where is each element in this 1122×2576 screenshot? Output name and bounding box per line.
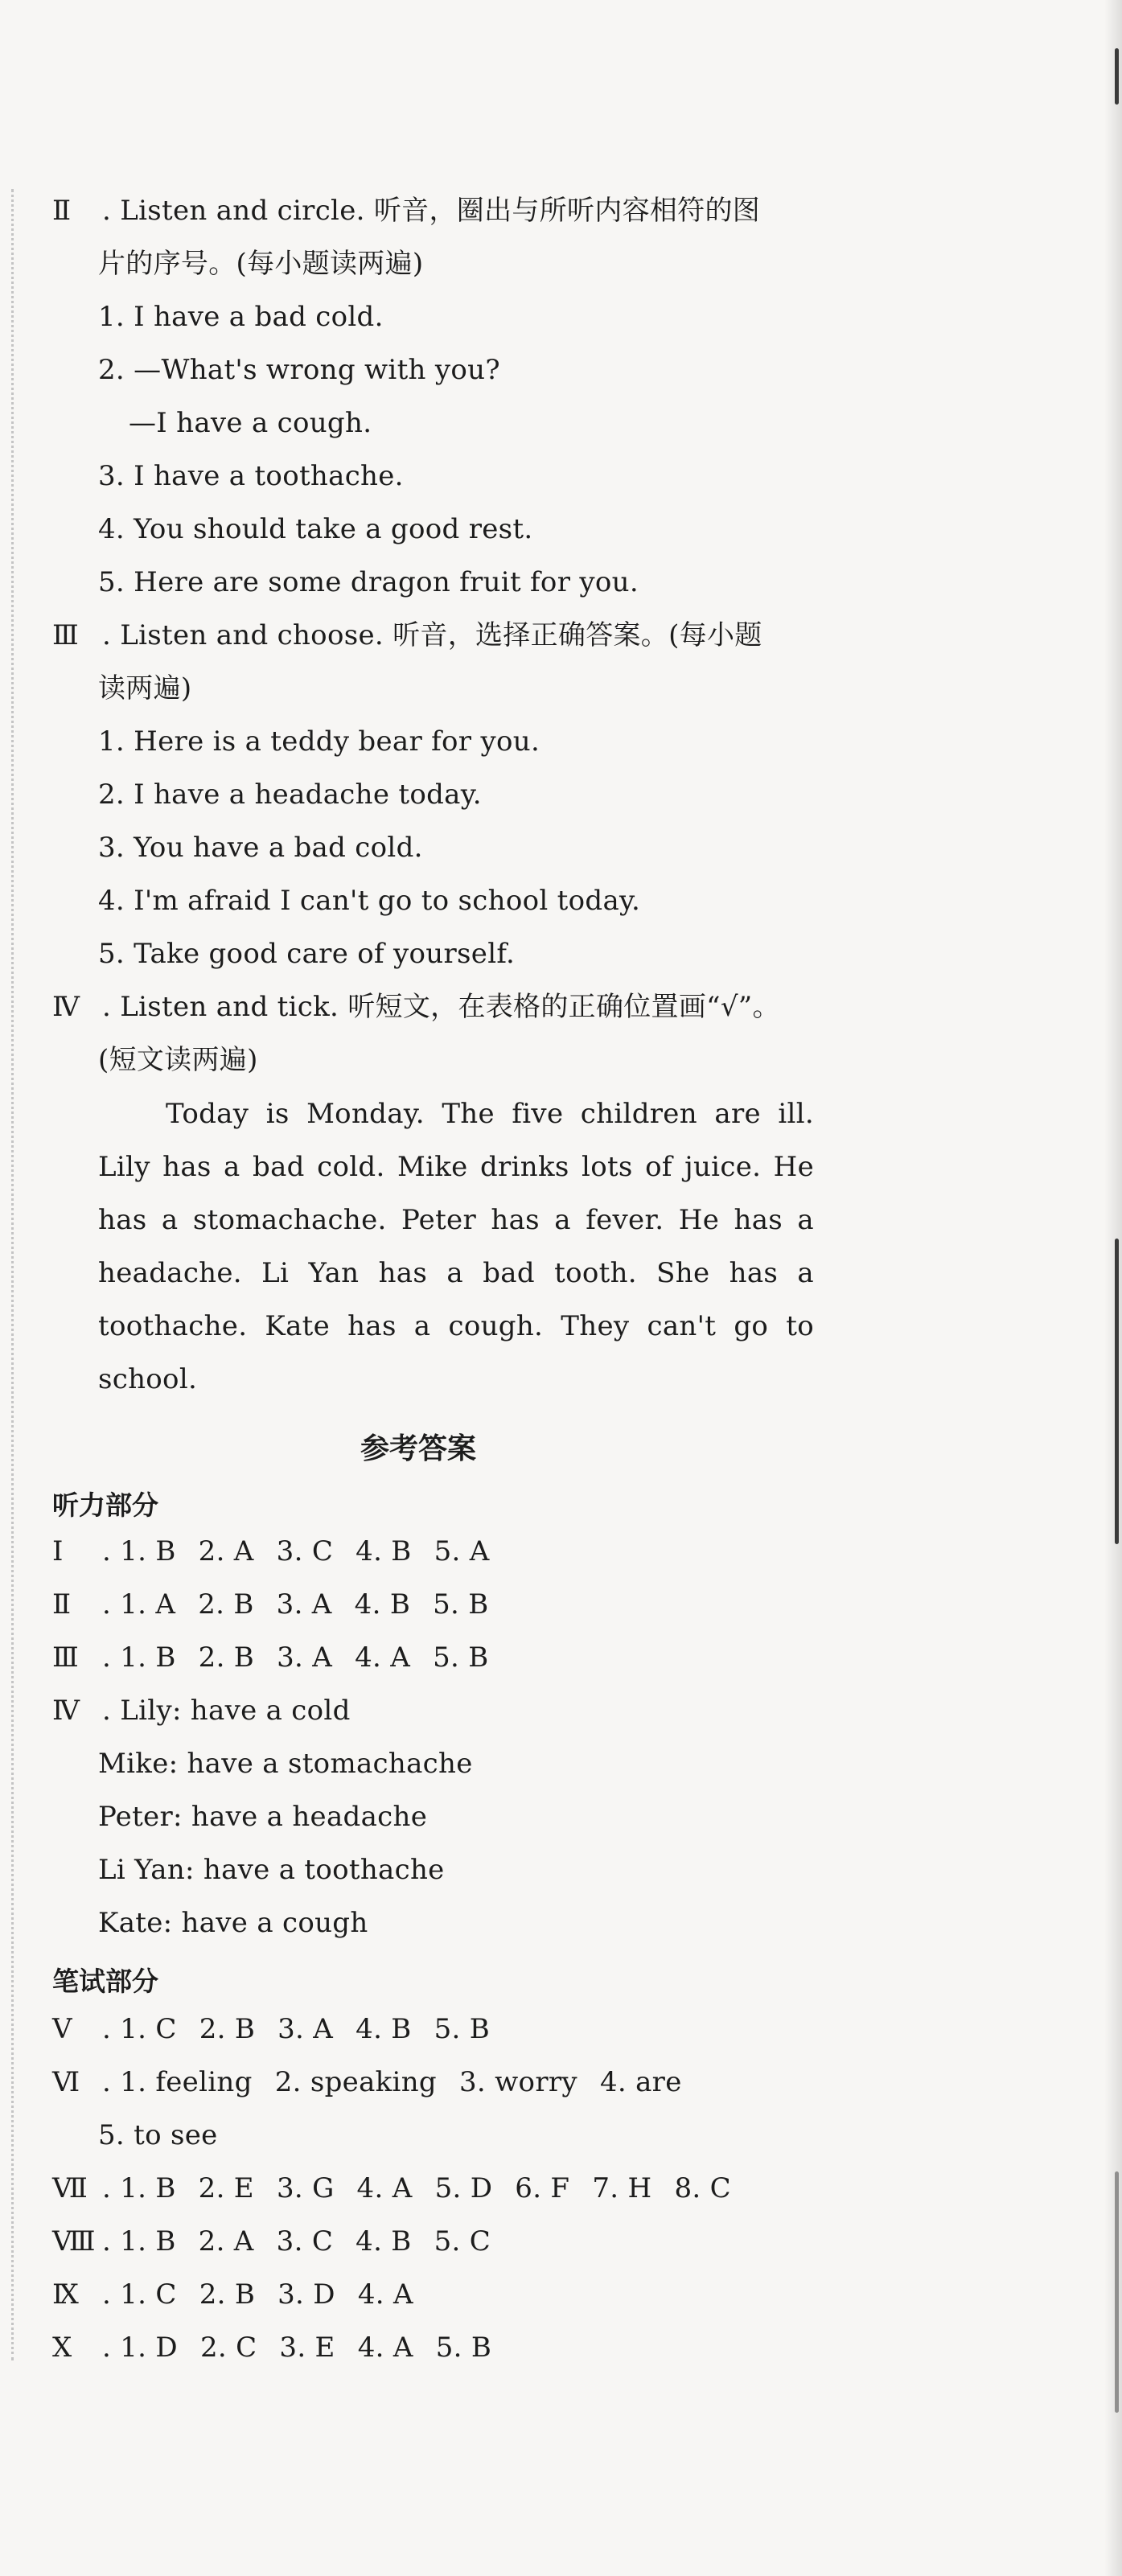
answer-row: Ⅵ . 1. feeling 2. speaking 3. worry 4. are	[52, 2066, 682, 2098]
answer-row: Ⅱ . 1. A 2. B 3. A 4. B 5. B	[52, 1588, 489, 1621]
answer-line: Peter: have a headache	[98, 1801, 428, 1833]
roman-numeral: Ⅰ	[52, 1535, 62, 1567]
answer-line: Li Yan: have a toothache	[98, 1854, 445, 1886]
answer-row: Ⅷ . 1. B 2. A 3. C 4. B 5. C	[52, 2225, 491, 2258]
script-item: —I have a cough.	[129, 407, 372, 439]
script-item: 5. Here are some dragon fruit for you.	[98, 566, 639, 598]
roman-numeral: Ⅷ	[52, 2225, 94, 2258]
answer-line: 5. to see	[98, 2119, 218, 2151]
roman-numeral: Ⅱ	[52, 1588, 70, 1621]
answer-row: Ⅹ . 1. D 2. C 3. E 4. A 5. B	[52, 2332, 492, 2364]
script-item: 1. Here is a teddy bear for you.	[98, 725, 540, 758]
page-edge-mark	[1115, 48, 1119, 105]
script-item: 3. I have a toothache.	[98, 460, 404, 492]
answer-row: Ⅶ . 1. B 2. E 3. G 4. A 5. D 6. F 7. H 8. C	[52, 2172, 731, 2204]
page-edge-mark	[1115, 2171, 1119, 2413]
script-item: 2. —What's wrong with you?	[98, 354, 500, 386]
section-4-title: Ⅳ . Listen and tick. 听短文，在表格的正确位置画“√”。	[52, 991, 780, 1023]
listening-passage: Today is Monday. The five children are ill. Lily has a bad cold. Mike drinks lots of juice. He has a stomachache. Peter has a fever. He has a headache. Li Yan has a bad tooth. She has a toothache. Kate has a cough. They can't go to school.	[98, 1098, 814, 1395]
roman-numeral: Ⅹ	[52, 2332, 71, 2364]
section-3-title-cont: 读两遍)	[98, 672, 192, 705]
script-item: 1. I have a bad cold.	[98, 301, 384, 333]
section-3-title: Ⅲ . Listen and choose. 听音，选择正确答案。(每小题	[52, 619, 762, 651]
written-part-heading: 笔试部分	[52, 1966, 158, 1997]
roman-numeral: Ⅱ	[52, 195, 70, 227]
script-item: 2. I have a headache today.	[98, 779, 482, 811]
roman-numeral: Ⅶ	[52, 2172, 86, 2204]
section-2-title: Ⅱ . Listen and circle. 听音，圈出与所听内容相符的图	[52, 195, 761, 227]
roman-numeral: Ⅳ	[52, 1695, 78, 1727]
section-4-title-cont: (短文读两遍)	[98, 1044, 258, 1076]
binding-margin-line	[11, 189, 14, 2360]
answer-row: Ⅳ . Lily: have a cold	[52, 1695, 351, 1727]
section-2-title-cont: 片的序号。(每小题读两遍)	[98, 248, 424, 280]
listening-part-heading: 听力部分	[52, 1489, 158, 1521]
roman-numeral: Ⅲ	[52, 1641, 77, 1674]
answer-row: Ⅴ . 1. C 2. B 3. A 4. B 5. B	[52, 2013, 491, 2045]
script-item: 4. You should take a good rest.	[98, 513, 533, 545]
answer-line: Mike: have a stomachache	[98, 1748, 473, 1780]
answer-key-heading: 参考答案	[360, 1432, 476, 1465]
roman-numeral: Ⅴ	[52, 2013, 71, 2045]
answer-row: Ⅸ . 1. C 2. B 3. D 4. A	[52, 2278, 413, 2311]
page-edge-shadow	[1104, 0, 1122, 2576]
roman-numeral: Ⅲ	[52, 619, 77, 651]
answer-row: Ⅰ . 1. B 2. A 3. C 4. B 5. A	[52, 1535, 490, 1567]
script-item: 5. Take good care of yourself.	[98, 938, 516, 970]
answer-line: Kate: have a cough	[98, 1907, 368, 1939]
page-edge-mark	[1115, 1239, 1119, 1544]
answer-row: Ⅲ . 1. B 2. B 3. A 4. A 5. B	[52, 1641, 489, 1674]
roman-numeral: Ⅸ	[52, 2278, 77, 2311]
roman-numeral: Ⅳ	[52, 991, 78, 1023]
script-item: 4. I'm afraid I can't go to school today.	[98, 885, 641, 917]
script-item: 3. You have a bad cold.	[98, 832, 423, 864]
roman-numeral: Ⅵ	[52, 2066, 79, 2098]
